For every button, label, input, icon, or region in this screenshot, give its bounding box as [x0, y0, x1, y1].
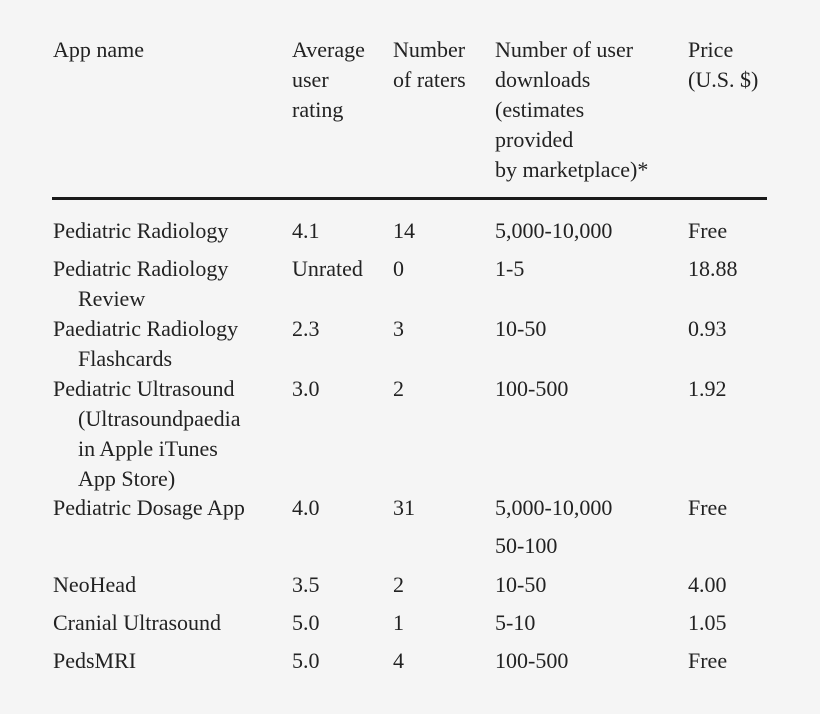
app-name-line: PedsMRI [53, 648, 137, 673]
cell-price: Free [688, 495, 728, 520]
downloads-line: 5-10 [495, 610, 536, 635]
header-number-of-raters [393, 35, 466, 95]
app-name-line: in Apple iTunes [78, 436, 218, 461]
header-line: user [292, 67, 329, 92]
cell-app-name [53, 646, 136, 676]
cell-rating: 5.0 [292, 610, 320, 635]
app-name-line: Cranial Ultrasound [53, 610, 222, 635]
downloads-line: 1-5 [495, 256, 525, 281]
cell-downloads [495, 493, 612, 561]
header-price [688, 35, 758, 95]
app-name-line: Review [78, 286, 146, 311]
cell-price: 0.93 [688, 316, 727, 341]
header-line: rating [292, 97, 344, 122]
downloads-line: 100-500 [495, 648, 569, 673]
cell-raters: 31 [393, 495, 415, 520]
cell-downloads [495, 646, 568, 676]
cell-downloads [495, 374, 568, 404]
cell-raters: 4 [393, 648, 404, 673]
cell-downloads [495, 314, 546, 344]
cell-price: 1.05 [688, 610, 727, 635]
header-line: provided [495, 127, 574, 152]
app-name-line: NeoHead [53, 572, 137, 597]
downloads-line: 10-50 [495, 572, 547, 597]
cell-raters: 2 [393, 376, 404, 401]
cell-price: Free [688, 218, 728, 243]
header-line: (U.S. $) [688, 67, 759, 92]
downloads-line: 10-50 [495, 316, 547, 341]
app-name-line: Pediatric Dosage App [53, 495, 245, 520]
app-name-line: Pediatric Radiology [53, 218, 229, 243]
header-app-name [53, 35, 144, 65]
app-name-line: Pediatric Ultrasound [53, 376, 235, 401]
downloads-line: 100-500 [495, 376, 569, 401]
downloads-line: 5,000-10,000 [495, 218, 613, 243]
header-average-rating [292, 35, 365, 125]
cell-price: Free [688, 648, 728, 673]
cell-app-name [53, 216, 228, 246]
cell-rating: Unrated [292, 256, 363, 281]
header-line: of raters [393, 67, 466, 92]
cell-price: 18.88 [688, 256, 738, 281]
cell-downloads [495, 254, 524, 284]
cell-rating: 5.0 [292, 648, 320, 673]
cell-app-name [53, 314, 238, 374]
cell-price: 4.00 [688, 572, 727, 597]
cell-rating: 4.1 [292, 218, 320, 243]
cell-price: 1.92 [688, 376, 727, 401]
cell-rating: 3.0 [292, 376, 320, 401]
cell-app-name [53, 254, 228, 314]
app-name-line: Flashcards [78, 346, 173, 371]
app-name-line: Pediatric Radiology [53, 256, 229, 281]
header-number-of-downloads [495, 35, 648, 185]
cell-raters: 0 [393, 256, 404, 281]
app-name-line: App Store) [78, 466, 176, 491]
downloads-line: 5,000-10,000 [495, 495, 613, 520]
cell-rating: 4.0 [292, 495, 320, 520]
app-name-line: (Ultrasoundpaedia [78, 406, 241, 431]
app-name-line: Paediatric Radiology [53, 316, 239, 341]
cell-rating: 2.3 [292, 316, 320, 341]
header-line: downloads [495, 67, 591, 92]
downloads-line: 50-100 [495, 533, 558, 558]
header-line: Number [393, 37, 466, 62]
cell-raters: 1 [393, 610, 404, 635]
cell-app-name [53, 493, 245, 523]
cell-app-name [53, 570, 136, 600]
cell-raters: 14 [393, 218, 415, 243]
cell-app-name [53, 374, 241, 494]
cell-app-name [53, 608, 221, 638]
cell-rating: 3.5 [292, 572, 320, 597]
cell-downloads [495, 570, 546, 600]
header-line: Average [292, 37, 365, 62]
header-line: Price [688, 37, 734, 62]
cell-raters: 3 [393, 316, 404, 341]
cell-raters: 2 [393, 572, 404, 597]
cell-downloads [495, 216, 612, 246]
header-line: App name [53, 37, 145, 62]
header-line: Number of user [495, 37, 634, 62]
header-line: by marketplace)* [495, 157, 649, 182]
cell-downloads [495, 608, 535, 638]
header-divider [52, 197, 767, 200]
header-line: (estimates [495, 97, 585, 122]
